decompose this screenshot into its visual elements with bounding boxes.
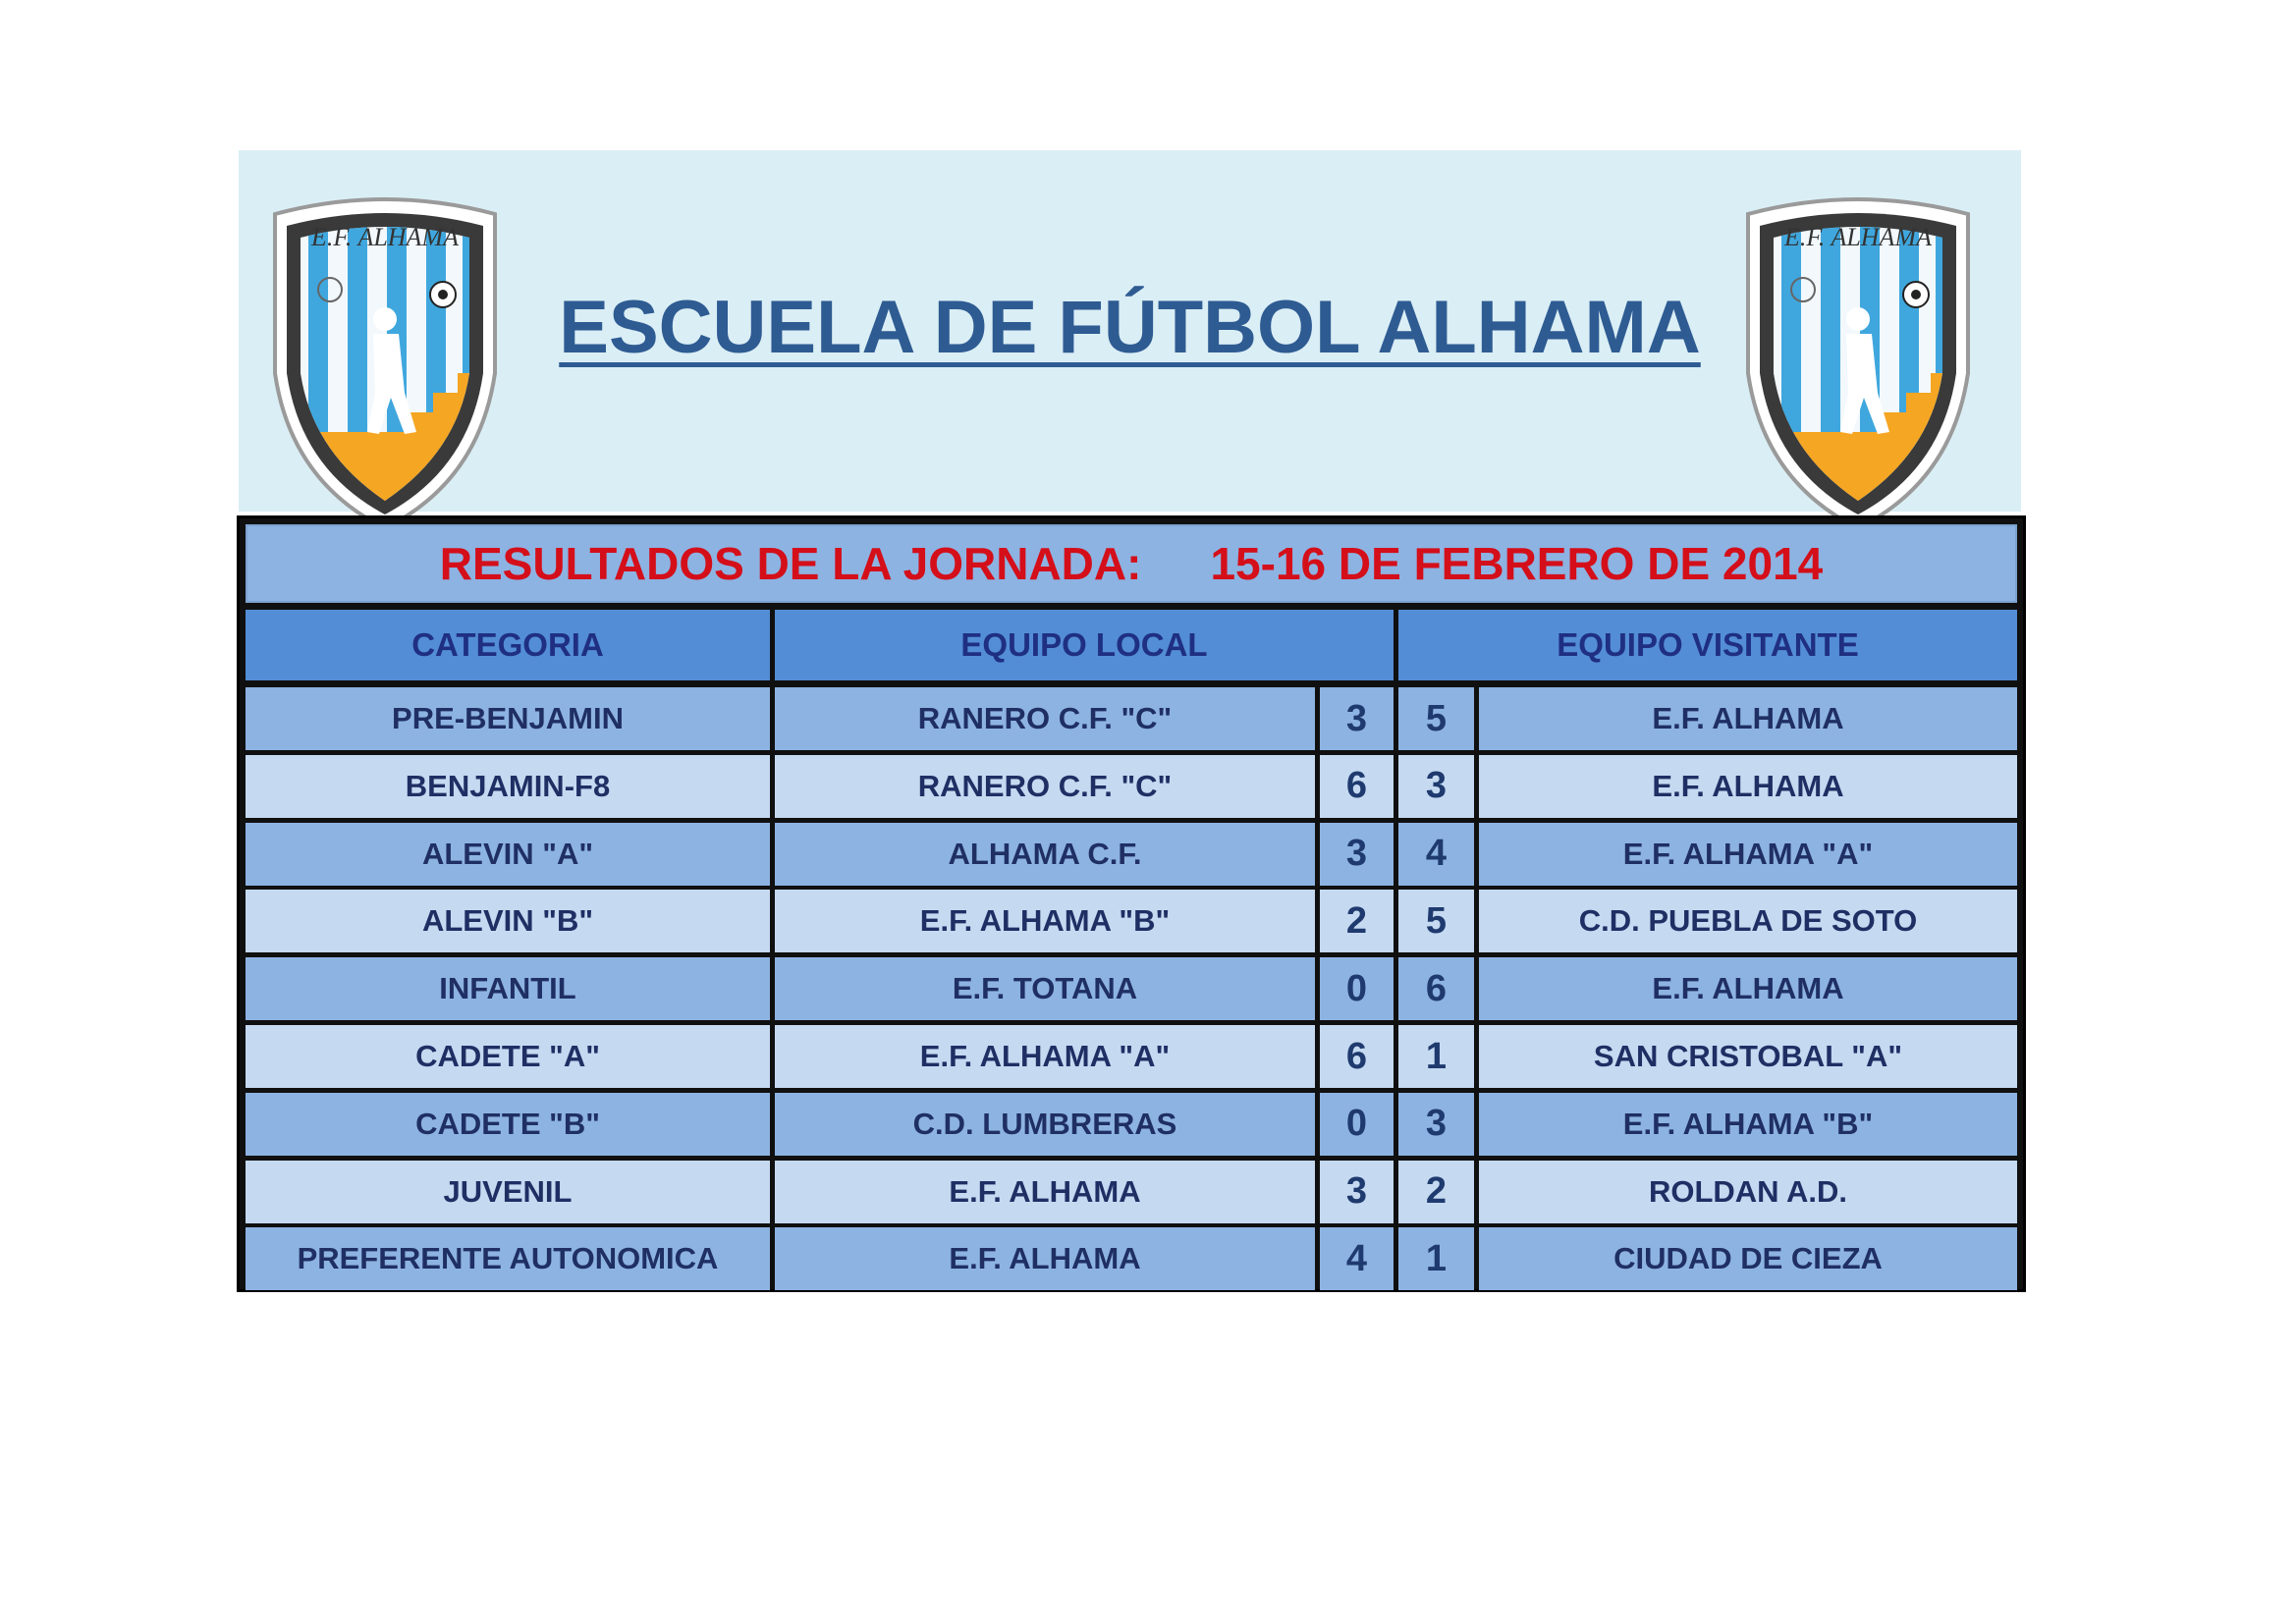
away-goals-cell: 1 xyxy=(1398,1227,1474,1290)
away-team-cell: CIUDAD DE CIEZA xyxy=(1479,1227,2017,1290)
category-cell: BENJAMIN-F8 xyxy=(246,755,770,818)
home-goals-cell: 4 xyxy=(1320,1227,1394,1290)
home-goals-cell: 0 xyxy=(1320,1093,1394,1156)
home-goals-cell: 3 xyxy=(1320,687,1394,750)
home-team-cell: C.D. LUMBRERAS xyxy=(775,1093,1315,1156)
away-team-cell: E.F. ALHAMA xyxy=(1479,755,2017,818)
column-header-away-team: EQUIPO VISITANTE xyxy=(1398,610,2017,680)
category-cell: ALEVIN "A" xyxy=(246,823,770,886)
away-team-cell: E.F. ALHAMA "B" xyxy=(1479,1093,2017,1156)
results-table xyxy=(237,515,2026,1292)
home-team-cell: E.F. ALHAMA xyxy=(775,1161,1315,1223)
crest-text: E.F. ALHAMA xyxy=(311,223,459,251)
home-goals-cell: 2 xyxy=(1320,890,1394,952)
category-cell: ALEVIN "B" xyxy=(246,890,770,952)
home-goals-cell: 3 xyxy=(1320,1161,1394,1223)
home-team-cell: RANERO C.F. "C" xyxy=(775,687,1315,750)
results-heading xyxy=(246,524,2017,603)
home-team-cell: E.F. ALHAMA xyxy=(775,1227,1315,1290)
category-cell: CADETE "B" xyxy=(246,1093,770,1156)
column-header-category: CATEGORIA xyxy=(246,610,770,680)
crest-text: E.F. ALHAMA xyxy=(1784,223,1932,251)
home-goals-cell: 6 xyxy=(1320,1025,1394,1088)
away-goals-cell: 5 xyxy=(1398,890,1474,952)
away-goals-cell: 1 xyxy=(1398,1025,1474,1088)
away-team-cell: SAN CRISTOBAL "A" xyxy=(1479,1025,2017,1088)
home-team-cell: ALHAMA C.F. xyxy=(775,823,1315,886)
away-goals-cell: 3 xyxy=(1398,1093,1474,1156)
results-heading-label: RESULTADOS DE LA JORNADA: xyxy=(439,538,1142,589)
category-cell: JUVENIL xyxy=(246,1161,770,1223)
away-goals-cell: 2 xyxy=(1398,1161,1474,1223)
home-goals-cell: 0 xyxy=(1320,957,1394,1020)
category-cell: INFANTIL xyxy=(246,957,770,1020)
results-heading-date: 15-16 DE FEBRERO DE 2014 xyxy=(1210,538,1824,589)
away-goals-cell: 3 xyxy=(1398,755,1474,818)
category-cell: CADETE "A" xyxy=(246,1025,770,1088)
away-team-cell: ROLDAN A.D. xyxy=(1479,1161,2017,1223)
away-team-cell: E.F. ALHAMA xyxy=(1479,957,2017,1020)
away-goals-cell: 6 xyxy=(1398,957,1474,1020)
away-team-cell: C.D. PUEBLA DE SOTO xyxy=(1479,890,2017,952)
page-title: ESCUELA DE FÚTBOL ALHAMA xyxy=(559,286,1701,369)
category-cell: PRE-BENJAMIN xyxy=(246,687,770,750)
category-cell: PREFERENTE AUTONOMICA xyxy=(246,1227,770,1290)
home-goals-cell: 6 xyxy=(1320,755,1394,818)
home-goals-cell: 3 xyxy=(1320,823,1394,886)
away-goals-cell: 4 xyxy=(1398,823,1474,886)
away-goals-cell: 5 xyxy=(1398,687,1474,750)
column-header-home-team: EQUIPO LOCAL xyxy=(775,610,1394,680)
home-team-cell: E.F. ALHAMA "B" xyxy=(775,890,1315,952)
away-team-cell: E.F. ALHAMA xyxy=(1479,687,2017,750)
away-team-cell: E.F. ALHAMA "A" xyxy=(1479,823,2017,886)
home-team-cell: E.F. TOTANA xyxy=(775,957,1315,1020)
home-team-cell: RANERO C.F. "C" xyxy=(775,755,1315,818)
home-team-cell: E.F. ALHAMA "A" xyxy=(775,1025,1315,1088)
